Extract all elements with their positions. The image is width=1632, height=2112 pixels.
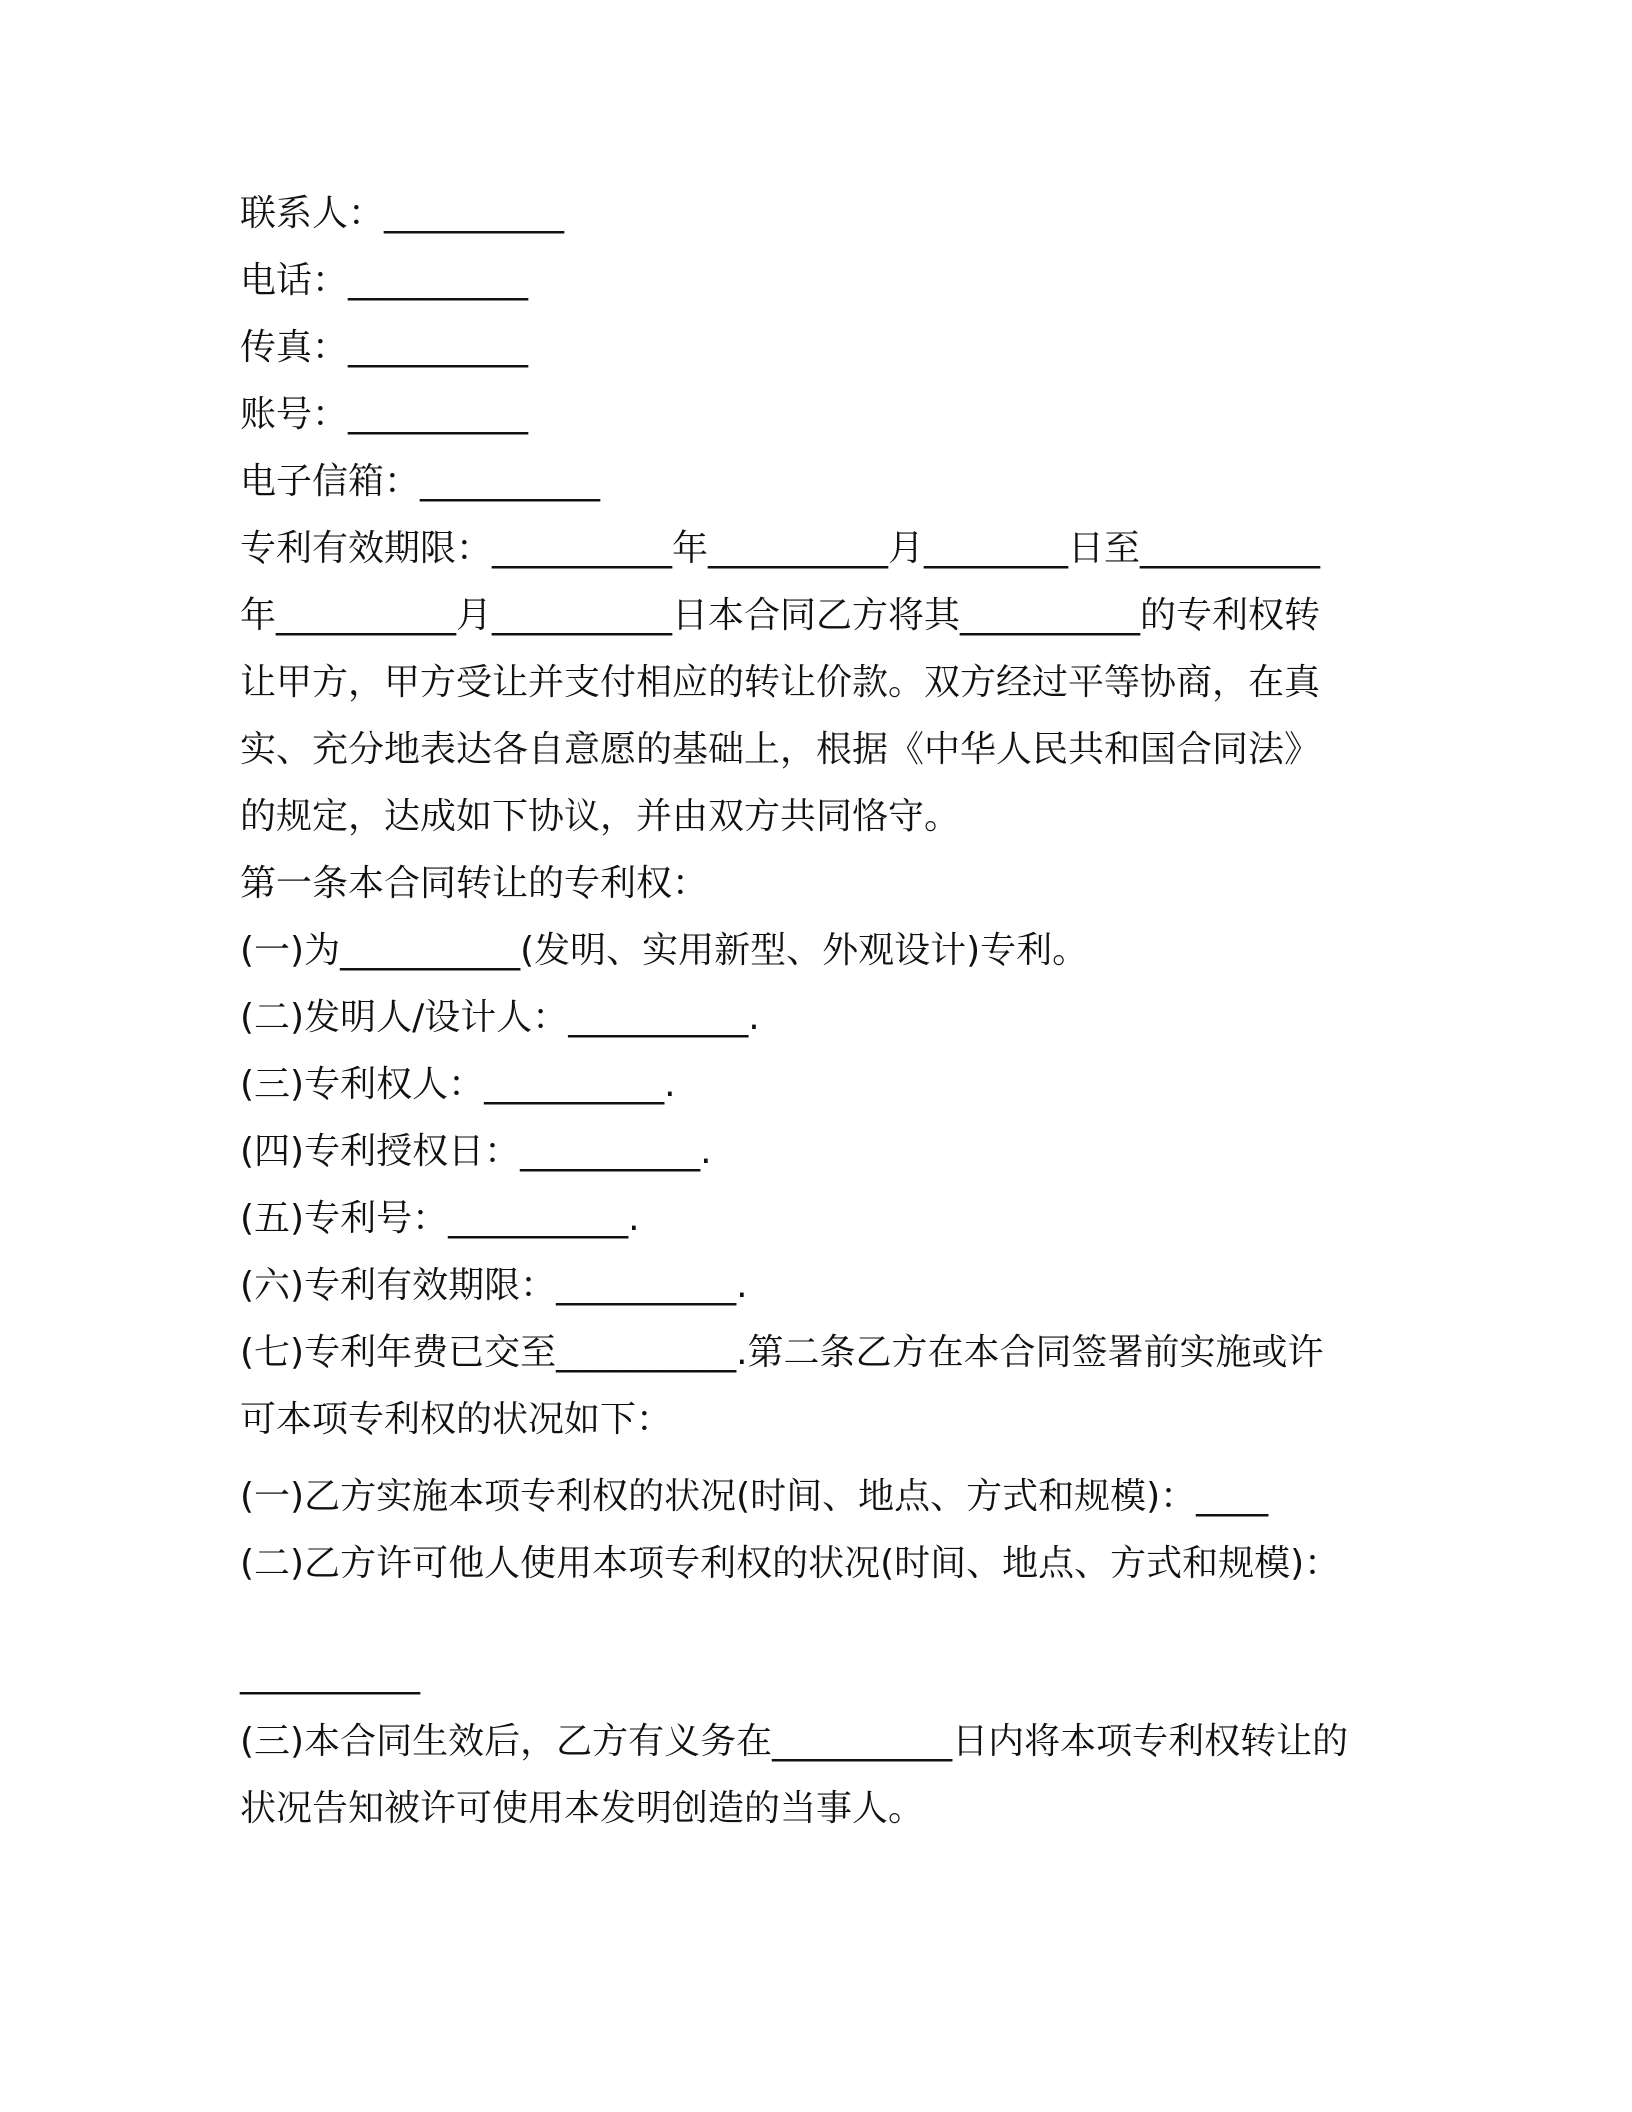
article-one-item-7-line-1: (七)专利年费已交至__________.第二条乙方在本合同签署前实施或许 xyxy=(240,1332,1324,1373)
contract-body-line-3: 实、充分地表达各自意愿的基础上，根据《中华人民共和国合同法》 xyxy=(240,729,1321,770)
article-one-heading: 第一条本合同转让的专利权： xyxy=(240,863,709,904)
account-line: 账号：__________ xyxy=(240,394,529,435)
article-two-item-3-line-1: (三)本合同生效后，乙方有义务在__________日内将本项专利权转让的 xyxy=(240,1721,1349,1762)
article-two-item-2-blank: __________ xyxy=(240,1654,420,1695)
article-two-item-1: (一)乙方实施本项专利权的状况(时间、地点、方式和规模)：____ xyxy=(240,1476,1269,1517)
contract-text xyxy=(240,180,1390,1842)
fax-line: 传真：__________ xyxy=(240,327,529,368)
blank-line xyxy=(240,1597,1390,1641)
contact-person-line: 联系人：__________ xyxy=(240,193,565,234)
email-line: 电子信箱：__________ xyxy=(240,461,601,502)
article-two-item-3-line-2: 状况告知被许可使用本发明创造的当事人。 xyxy=(240,1788,925,1829)
article-one-item-3: (三)专利权人：__________. xyxy=(240,1064,676,1105)
contract-body-line-4: 的规定，达成如下协议，并由双方共同恪守。 xyxy=(240,796,961,837)
phone-line: 电话：__________ xyxy=(240,260,529,301)
article-one-item-5: (五)专利号：__________. xyxy=(240,1198,640,1239)
contract-body-line-1: 年__________月__________日本合同乙方将其__________的专利权转 xyxy=(240,595,1321,636)
article-one-item-4: (四)专利授权日：__________. xyxy=(240,1131,712,1172)
article-one-item-7-line-2: 可本项专利权的状况如下： xyxy=(240,1399,673,1440)
patent-validity-line: 专利有效期限：__________年__________月________日至__________ xyxy=(240,528,1321,569)
article-one-item-2: (二)发明人/设计人：__________. xyxy=(240,997,760,1038)
article-one-item-6: (六)专利有效期限：__________. xyxy=(240,1265,748,1306)
article-two-item-2: (二)乙方许可他人使用本项专利权的状况(时间、地点、方式和规模)： xyxy=(240,1543,1341,1584)
article-one-item-1: (一)为__________(发明、实用新型、外观设计)专利。 xyxy=(240,930,1089,971)
contract-body-line-2: 让甲方，甲方受让并支付相应的转让价款。双方经过平等协商，在真 xyxy=(240,662,1321,703)
